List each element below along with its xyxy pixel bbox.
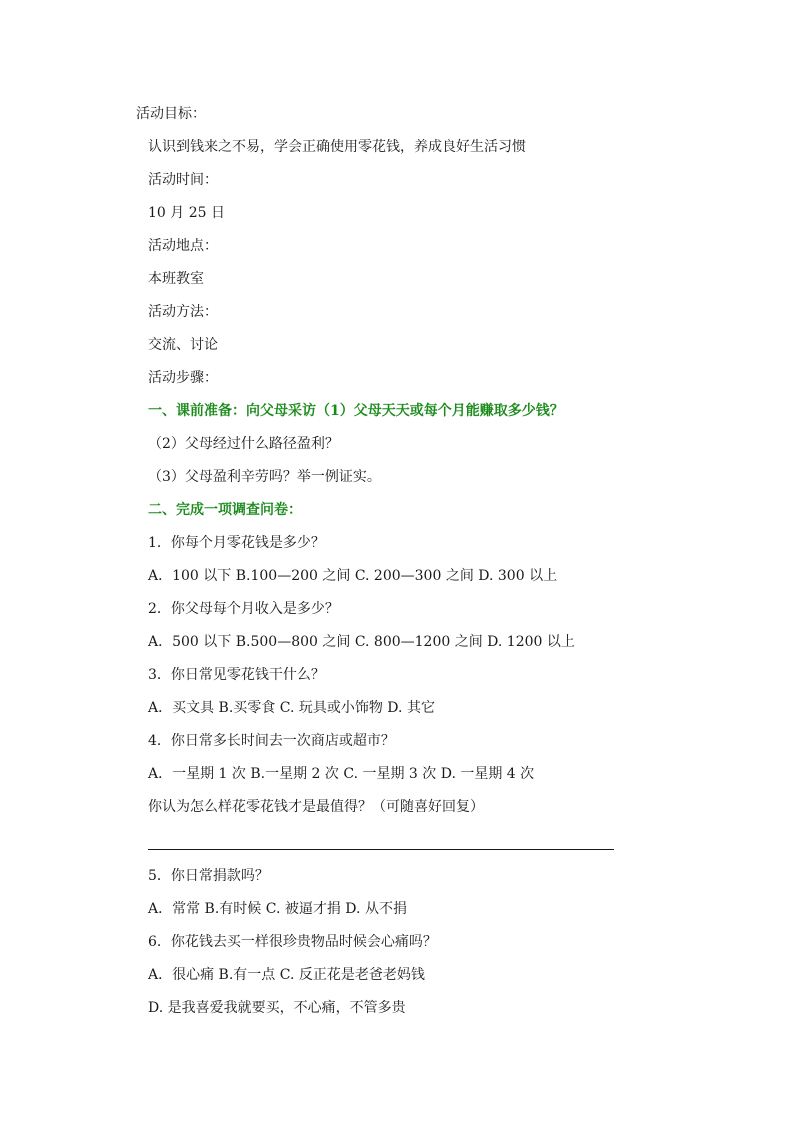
question-1: 1．你每个月零花钱是多少？ (148, 535, 325, 551)
place-text: 本班教室 (148, 271, 204, 287)
question-6-options: A．很心痛 B.有一点 C. 反正花是老爸老妈钱 (148, 967, 425, 983)
question-6: 6．你花钱去买一样很珍贵物品时候会心痛吗？ (148, 934, 437, 950)
question-2-options: A．500 以下 B.500—800 之间 C. 800—1200 之间 D. 1200 以上 (148, 634, 575, 650)
question-1-options: A．100 以下 B.100—200 之间 C. 200—300 之间 D. 300 以上 (148, 568, 558, 584)
method-text: 交流、讨论 (148, 337, 218, 353)
question-3-options: A．买文具 B.买零食 C. 玩具或小饰物 D. 其它 (148, 700, 435, 716)
step-one-item-2: （2）父母经过什么路径盈利？ (148, 436, 339, 452)
step-one-heading: 一、课前准备：向父母采访（1）父母天天或每个月能赚取多少钱？ (148, 403, 564, 419)
question-5: 5．你日常捐款吗？ (148, 868, 269, 884)
question-3: 3．你日常见零花钱干什么？ (148, 667, 325, 683)
open-question: 你认为怎么样花零花钱才是最值得？（可随喜好回复） (148, 799, 484, 815)
question-6-option-d: D. 是我喜爱我就要买，不心痛，不管多贵 (148, 1000, 406, 1016)
steps-label: 活动步骤： (148, 370, 218, 386)
step-one-item-3: （3）父母盈利辛劳吗？举一例证实。 (148, 469, 381, 485)
method-label: 活动方法： (148, 304, 218, 320)
goal-label: 活动目标： (136, 106, 206, 122)
question-4-options: A．一星期 1 次 B.一星期 2 次 C. 一星期 3 次 D. 一星期 4 次 (148, 766, 535, 782)
time-text: 10 月 25 日 (148, 205, 225, 221)
place-label: 活动地点： (148, 238, 218, 254)
question-4: 4．你日常多长时间去一次商店或超市？ (148, 733, 395, 749)
question-2: 2．你父母每个月收入是多少？ (148, 601, 339, 617)
step-two-heading: 二、完成一项调查问卷： (148, 502, 302, 518)
goal-text: 认识到钱来之不易，学会正确使用零花钱，养成良好生活习惯 (148, 139, 526, 155)
answer-line (148, 849, 614, 850)
time-label: 活动时间： (148, 172, 218, 188)
question-5-options: A．常常 B.有时候 C. 被逼才捐 D. 从不捐 (148, 901, 407, 917)
